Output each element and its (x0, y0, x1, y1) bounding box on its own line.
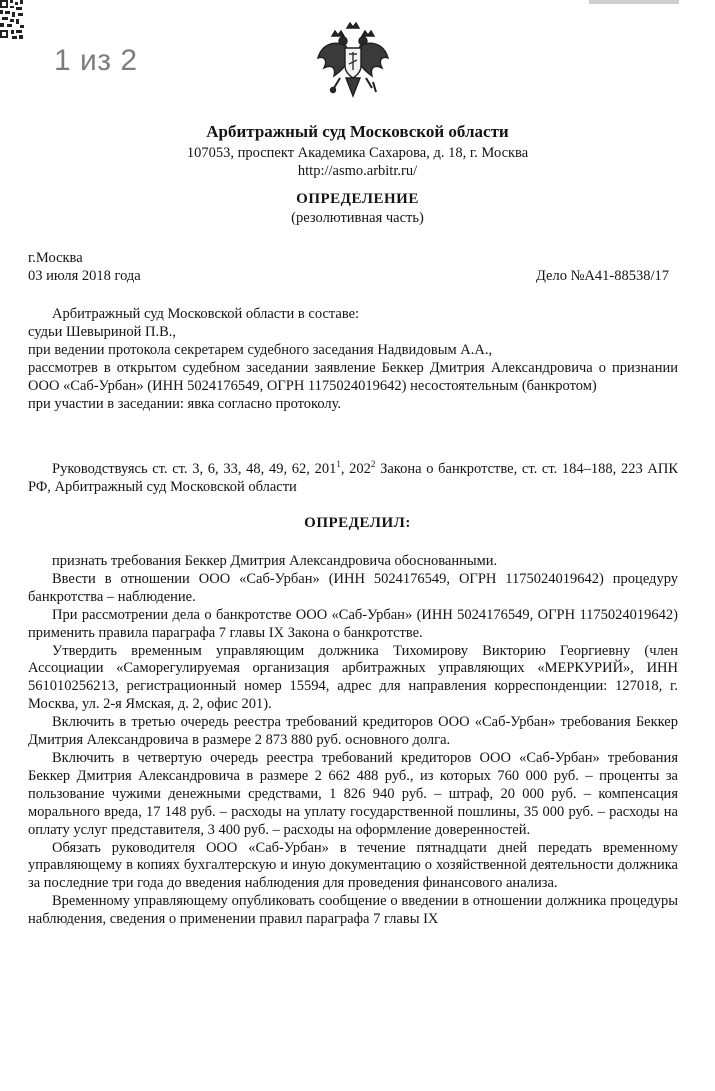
decision-item: Ввести в отношении ООО «Саб-Урбан» (ИНН 5024176549, ОГРН 1175024019642) процедуру банкротства – наблюдение. (28, 570, 678, 605)
decision-item: Включить в четвертую очередь реестра требований кредиторов ООО «Саб-Урбан» требования Беккер Дмитрия Александровича в размере 2 662 488 руб., из которых 760 000 руб. – проценты за пользование чужими денежными средствами, 1 826 940 руб. – штраф, 20 000 руб. – компенсация морального вреда, 17 148 руб. – расходы на уплату государственной пошлины, 35 000 руб. – расходы на оплату услуг представителя, 3 400 руб. – расходы на оформление доверенностей. (28, 749, 678, 838)
legal-basis-text: , 202 (340, 461, 371, 477)
legal-basis-text: Закона о банкротстве, ст. ст. 184–188, 223 АПК РФ, Арбитражный суд Московской области (28, 461, 679, 495)
decision-item: Утвердить временным управляющим должника Тихомирову Викторию Георгиевну (член Ассоциации «Саморегулируемая организация арбитражных управляющих «МЕРКУРИЙ», ИНН 561010256213, регистрационный номер 15594, адрес для направления корреспонденции: 127018, г. Москва, ул. 2-я Ямская, д. 2, офис 201). (28, 642, 678, 713)
intro-claim: рассмотрев в открытом судебном заседании заявление Беккер Дмитрия Александровича о признании ООО «Саб-Урбан» (ИНН 5024176549, ОГРН 1175024019642) несостоятельным (банкротом) (28, 359, 678, 394)
page-counter: 1 из 2 (54, 44, 138, 77)
coat-of-arms-icon (316, 22, 390, 100)
intro-court-composition: Арбитражный суд Московской области в составе: (52, 306, 360, 322)
superscript: 2 (370, 459, 376, 469)
city: г.Москва (28, 250, 83, 266)
document-title: ОПРЕДЕЛЕНИЕ (296, 191, 419, 207)
intro-secretary: при ведении протокола секретарем судебного заседания Надвидовым А.А., (28, 341, 493, 358)
court-name: Арбитражный суд Московской области (206, 122, 509, 141)
intro-attendance: при участии в заседании: явка согласно протоколу. (28, 395, 342, 412)
decision-item: Обязать руководителя ООО «Саб-Урбан» в течение пятнадцати дней передать временному управляющему в копиях бухгалтерскую и иную документацию о хозяйственной деятельности должника за последние три года до введения наблюдения для проведения финансового анализа. (28, 839, 678, 892)
intro-judge: судьи Шевыриной П.В., (28, 323, 177, 340)
decision-section (28, 553, 678, 929)
superscript: 1 (336, 459, 341, 469)
court-website: http://asmo.arbitr.ru/ (297, 163, 418, 179)
court-address: 107053, проспект Академика Сахарова, д. 18, г. Москва (186, 145, 529, 161)
decision-item: признать требования Беккер Дмитрия Александровича обоснованными. (52, 553, 498, 569)
legal-basis-text: Руководствуясь ст. ст. 3, 6, 33, 48, 49, 62, 201 (52, 461, 337, 477)
decision-item: Включить в третью очередь реестра требований кредиторов ООО «Саб-Урбан» требования Беккер Дмитрия Александровича в размере 2 873 880 руб. основного долга. (28, 714, 678, 749)
scan-artifact (589, 0, 679, 4)
decision-heading: ОПРЕДЕЛИЛ: (304, 515, 411, 531)
legal-basis (28, 461, 678, 497)
qr-code-icon (0, 0, 24, 40)
case-number: Дело №А41-88538/17 (535, 268, 669, 284)
decision-item: При рассмотрении дела о банкротстве ООО «Саб-Урбан» (ИНН 5024176549, ОГРН 1175024019642) применить правила параграфа 7 главы IX Закона о банкротстве. (28, 606, 678, 641)
document-subtitle: (резолютивная часть) (291, 210, 424, 226)
document-date: 03 июля 2018 года (28, 268, 141, 284)
intro-section (28, 306, 678, 413)
decision-item: Временному управляющему опубликовать сообщение о введении в отношении должника процедуры наблюдения, сведения о применении правил параграфа 7 главы IX (28, 893, 678, 928)
